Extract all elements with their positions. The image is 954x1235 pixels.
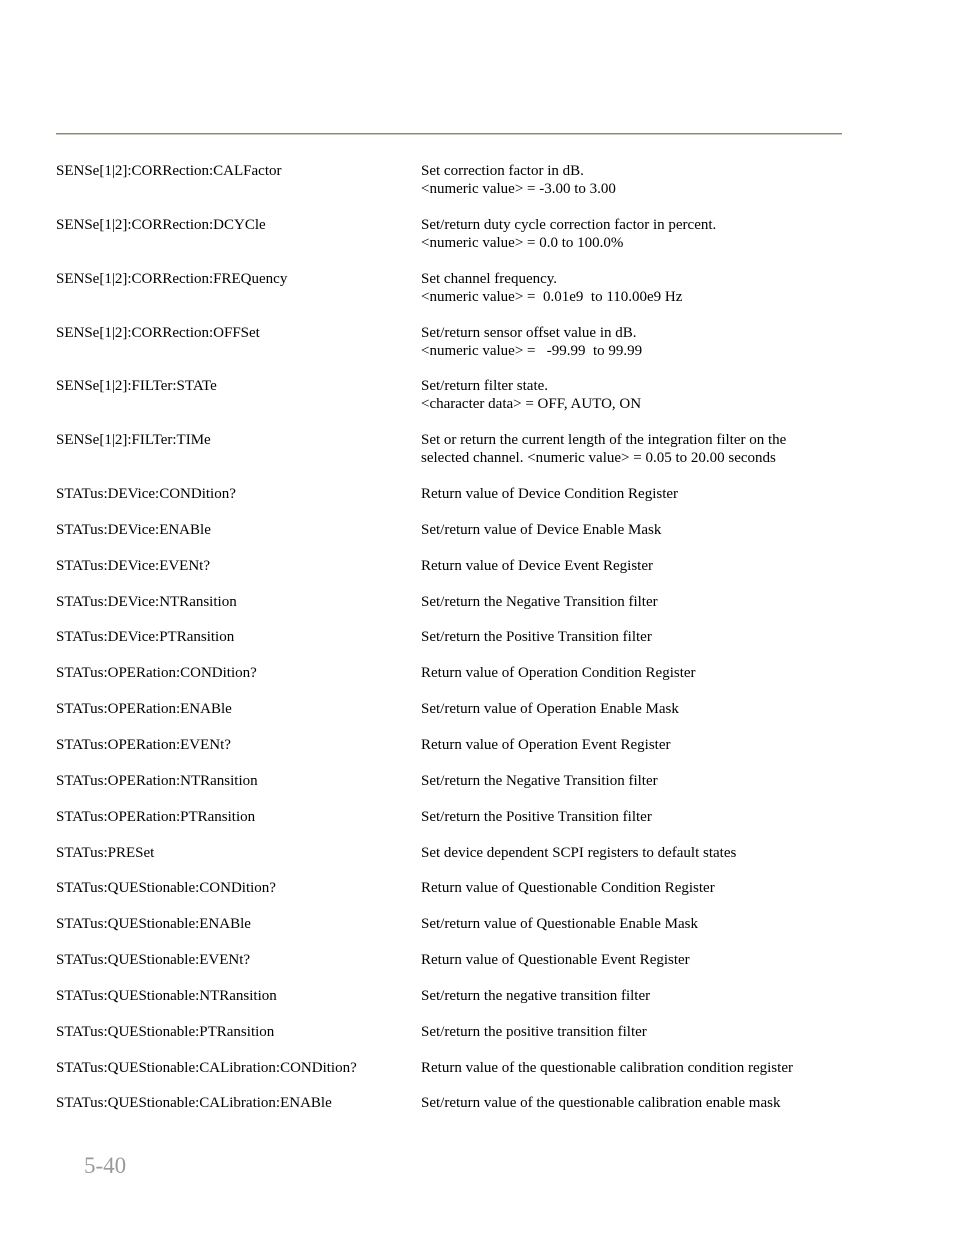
description-line: <numeric value> = -3.00 to 3.00 — [421, 181, 616, 197]
description-line: Return value of Operation Event Register — [421, 737, 671, 753]
command-name: STATus:QUEStionable:EVENt? — [56, 952, 251, 968]
command-description — [421, 844, 841, 862]
command-description — [421, 1023, 841, 1041]
description-line: Set/return value of Device Enable Mask — [421, 522, 662, 538]
command-description — [421, 377, 841, 413]
description-line: selected channel. <numeric value> = 0.05 to 20.00 seconds — [421, 450, 776, 466]
description-line: Return value of the questionable calibration condition register — [421, 1060, 793, 1076]
command-name: STATus:DEVice:CONDition? — [56, 486, 236, 502]
command-name: STATus:OPERation:NTRansition — [56, 773, 258, 789]
description-line: Set/return filter state. — [421, 378, 549, 394]
command-description — [421, 700, 841, 718]
command-description — [421, 485, 841, 503]
command-description — [421, 521, 841, 539]
command-description — [421, 593, 841, 611]
description-line: Set/return sensor offset value in dB. — [421, 325, 637, 341]
description-line: <numeric value> = 0.01e9 to 110.00e9 Hz — [421, 289, 683, 305]
command-name: STATus:QUEStionable:ENABle — [56, 916, 251, 932]
description-line: Return value of Device Event Register — [421, 558, 654, 574]
description-line: Return value of Questionable Event Register — [421, 952, 690, 968]
description-line: Set/return the Positive Transition filter — [421, 809, 652, 825]
command-name: STATus:DEVice:NTRansition — [56, 594, 237, 610]
command-name: STATus:QUEStionable:CONDition? — [56, 880, 276, 896]
command-name: STATus:QUEStionable:CALibration:CONDition? — [56, 1060, 357, 1076]
command-name: STATus:DEVice:EVENt? — [56, 558, 211, 574]
command-name: STATus:QUEStionable:CALibration:ENABle — [56, 1095, 332, 1111]
command-name: SENSe[1|2]:FILTer:TIMe — [56, 432, 211, 448]
command-description — [421, 951, 841, 969]
command-description — [421, 1059, 841, 1077]
command-description — [421, 987, 841, 1005]
command-description — [421, 915, 841, 933]
command-name: SENSe[1|2]:CORRection:DCYCle — [56, 217, 266, 233]
command-description — [421, 808, 841, 826]
command-name: STATus:OPERation:ENABle — [56, 701, 232, 717]
command-description — [421, 628, 841, 646]
command-name: STATus:OPERation:EVENt? — [56, 737, 231, 753]
command-name: STATus:DEVice:PTRansition — [56, 629, 235, 645]
description-line: Set/return duty cycle correction factor in percent. — [421, 217, 717, 233]
command-description — [421, 557, 841, 575]
command-name: SENSe[1|2]:CORRection:CALFactor — [56, 163, 282, 179]
description-line: <character data> = OFF, AUTO, ON — [421, 396, 642, 412]
description-line: Set/return the positive transition filter — [421, 1024, 647, 1040]
description-line: Set/return the Negative Transition filter — [421, 773, 658, 789]
description-line: Return value of Device Condition Register — [421, 486, 679, 502]
description-line: Set correction factor in dB. — [421, 163, 584, 179]
command-description — [421, 162, 841, 198]
description-line: Set/return the Positive Transition filter — [421, 629, 652, 645]
command-description — [421, 879, 841, 897]
description-line: Set/return the negative transition filter — [421, 988, 651, 1004]
description-line: Set/return value of the questionable calibration enable mask — [421, 1095, 781, 1111]
description-line: Set device dependent SCPI registers to default states — [421, 845, 737, 861]
command-name: STATus:OPERation:PTRansition — [56, 809, 256, 825]
command-name: STATus:QUEStionable:NTRansition — [56, 988, 277, 1004]
description-line: Return value of Questionable Condition Register — [421, 880, 715, 896]
description-line: <numeric value> = -99.99 to 99.99 — [421, 343, 643, 359]
command-name: STATus:PRESet — [56, 845, 155, 861]
command-name: STATus:DEVice:ENABle — [56, 522, 211, 538]
command-description — [421, 216, 841, 252]
command-name: SENSe[1|2]:CORRection:FREQuency — [56, 271, 288, 287]
description-line: Return value of Operation Condition Register — [421, 665, 696, 681]
description-line: Set/return the Negative Transition filter — [421, 594, 658, 610]
description-line: Set channel frequency. — [421, 271, 558, 287]
command-description — [421, 664, 841, 682]
command-name: SENSe[1|2]:CORRection:OFFSet — [56, 325, 260, 341]
command-description — [421, 1094, 841, 1112]
command-name: STATus:OPERation:CONDition? — [56, 665, 257, 681]
description-line: Set/return value of Operation Enable Mask — [421, 701, 679, 717]
command-description — [421, 431, 841, 467]
command-name: STATus:QUEStionable:PTRansition — [56, 1024, 275, 1040]
command-description — [421, 736, 841, 754]
description-line: Set/return value of Questionable Enable Mask — [421, 916, 699, 932]
description-line: Set or return the current length of the integration filter on the — [421, 432, 787, 448]
command-description — [421, 270, 841, 306]
page-number: 5-40 — [84, 1153, 127, 1178]
command-name: SENSe[1|2]:FILTer:STATe — [56, 378, 217, 394]
description-line: <numeric value> = 0.0 to 100.0% — [421, 235, 624, 251]
command-description — [421, 324, 841, 360]
command-description — [421, 772, 841, 790]
